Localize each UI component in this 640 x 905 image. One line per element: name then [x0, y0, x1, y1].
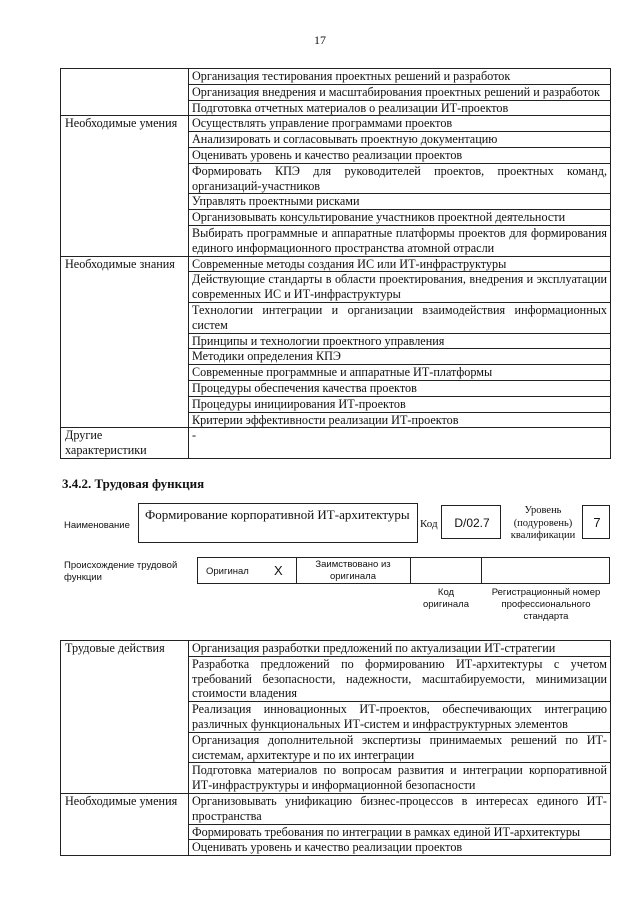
- divider: [410, 558, 411, 584]
- table-cell: Организация дополнительной экспертизы принимаемых решений по ИТ-системам, архитектуре и по их интеграции: [189, 732, 611, 763]
- table-cell: Оценивать уровень и качество реализации проектов: [189, 147, 611, 163]
- table-row: [61, 793, 611, 824]
- origin-box: [197, 557, 610, 584]
- code-label: Код: [420, 518, 438, 530]
- original-mark: X: [274, 563, 283, 578]
- page-number: 17: [314, 33, 326, 47]
- code-value: D/02.7: [454, 516, 490, 530]
- table-cell: Осуществлять управление программами проектов: [189, 116, 611, 132]
- level-value: 7: [593, 515, 601, 530]
- divider: [481, 558, 482, 584]
- table-cell: Принципы и технологии проектного управления: [189, 333, 611, 349]
- group-label-actions: Трудовые действия: [61, 641, 189, 794]
- table-row: [61, 69, 611, 85]
- table-cell: Действующие стандарты в области проектирования, внедрения и эксплуатации современных ИС и ИТ-инфраструктуры: [189, 272, 611, 303]
- group-label-other: Другие характеристики: [61, 428, 189, 459]
- table-cell: Организовывать консультирование участников проектной деятельности: [189, 210, 611, 226]
- table-cell: Управлять проектными рисками: [189, 194, 611, 210]
- group-label-skills: Необходимые умения: [61, 793, 189, 855]
- table-cell: Подготовка отчетных материалов о реализации ИТ-проектов: [189, 100, 611, 116]
- level-value-box: [582, 505, 610, 539]
- table-cell: Организация внедрения и масштабирования проектных решений и разработок: [189, 84, 611, 100]
- code-value-box: [441, 505, 501, 539]
- table-cell: Реализация инновационных ИТ-проектов, обеспечивающих интеграцию различных функциональных ИТ-систем и инфраструктурных элементов: [189, 702, 611, 733]
- reg-num-caption: Регистрационный номер профессионального стандарта: [491, 587, 601, 622]
- level-label: Уровень (подуровень) квалификации: [510, 505, 576, 541]
- table-cell: Выбирать программные и аппаратные платформы проектов для формирования единого информационного пространства атомной отрасли: [189, 225, 611, 256]
- table-cell: Анализировать и согласовывать проектную документацию: [189, 132, 611, 148]
- table-cell: Процедуры инициирования ИТ-проектов: [189, 396, 611, 412]
- table-cell: Технологии интеграции и организации взаимодействия информационных систем: [189, 302, 611, 333]
- table-cell: Оценивать уровень и качество реализации проектов: [189, 840, 611, 856]
- table-cell: Современные методы создания ИС или ИТ-инфраструктуры: [189, 256, 611, 272]
- section-title: 3.4.2. Трудовая функция: [62, 476, 205, 491]
- competency-table-1: [60, 68, 611, 459]
- table-cell: Организовывать унификацию бизнес-процессов в интересах единого ИТ-пространства: [189, 793, 611, 824]
- divider: [296, 558, 297, 584]
- table-row: [61, 116, 611, 132]
- table-cell: Организация разработки предложений по актуализации ИТ-стратегии: [189, 641, 611, 657]
- name-value: Формирование корпоративной ИТ-архитектуры: [145, 507, 410, 522]
- name-label: Наименование: [64, 520, 130, 531]
- row-label-empty: [61, 69, 189, 116]
- table-cell: Разработка предложений по формированию ИТ-архитектуры с учетом требований безопасности, надежности, масштабируемости, минимизации стоимости владения: [189, 656, 611, 701]
- table-cell: Организация тестирования проектных решений и разработок: [189, 69, 611, 85]
- table-cell: -: [189, 428, 611, 459]
- table-cell: Формировать КПЭ для руководителей проектов, проектных команд, организаций-участников: [189, 163, 611, 194]
- table-cell: Современные программные и аппаратные ИТ-платформы: [189, 365, 611, 381]
- origin-label: Происхождение трудовой функции: [64, 560, 178, 583]
- table-cell: Методики определения КПЭ: [189, 349, 611, 365]
- table-cell: Формировать требования по интеграции в рамках единой ИТ-архитектуры: [189, 824, 611, 840]
- table-cell: Процедуры обеспечения качества проектов: [189, 380, 611, 396]
- name-value-box: [138, 503, 418, 543]
- table-row: [61, 641, 611, 657]
- orig-code-caption: Код оригинала: [422, 587, 469, 610]
- group-label-knowledge: Необходимые знания: [61, 256, 189, 428]
- original-label: Оригинал: [206, 566, 249, 577]
- group-label-skills: Необходимые умения: [61, 116, 189, 256]
- borrowed-label: Заимствовано из оригинала: [315, 559, 391, 582]
- table-cell: Подготовка материалов по вопросам развития и интеграции корпоративной ИТ-инфраструктуры и информационной безопасности: [189, 763, 611, 794]
- table-cell: Критерии эффективности реализации ИТ-проектов: [189, 412, 611, 428]
- competency-table-2: [60, 640, 611, 856]
- table-row: [61, 256, 611, 272]
- table-row: [61, 428, 611, 459]
